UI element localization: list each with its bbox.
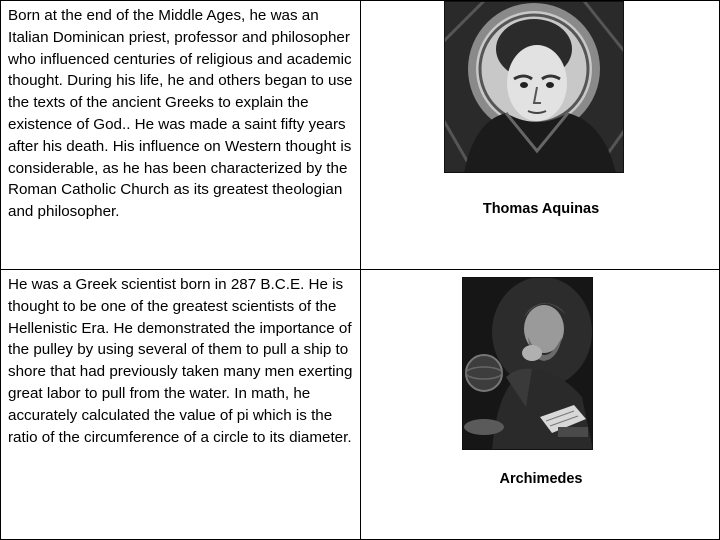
row-2-portrait-cell (360, 269, 720, 540)
aquinas-portrait-image (444, 1, 624, 173)
row-1-portrait-cell (360, 0, 720, 270)
archimedes-name-caption: Archimedes (499, 471, 583, 487)
archimedes-portrait-image (462, 277, 593, 450)
archimedes-description: He was a Greek scientist born in 287 B.C.E. He is thought to be one of the greatest scientists of the Hellenistic Era. He demonstrated the importance of the pulley by using several of them to pull a ship to shore that had previously taken many men exerting great labor to pull from the water. In math, he accurately calculated the value of pi which is the ratio of the circumference of a circle to its diameter. (8, 276, 353, 446)
row-2-description-cell (0, 269, 361, 540)
aquinas-name-caption: Thomas Aquinas (482, 201, 600, 217)
stained-glass-portrait-icon (444, 1, 624, 173)
row-1-description-cell (0, 0, 361, 270)
aquinas-description: Born at the end of the Middle Ages, he was an Italian Dominican priest, professor and philosopher who influenced centuries of religious and academic thought. During his life, he and others began to use the texts of the ancient Greeks to explain the existence of God.. He was made a saint fifty years after his death. His influence on Western thought is considerable, as he has been characterized by the Roman Catholic Church as its greatest theologian and philosopher. (8, 7, 353, 221)
painted-portrait-icon (462, 277, 593, 450)
